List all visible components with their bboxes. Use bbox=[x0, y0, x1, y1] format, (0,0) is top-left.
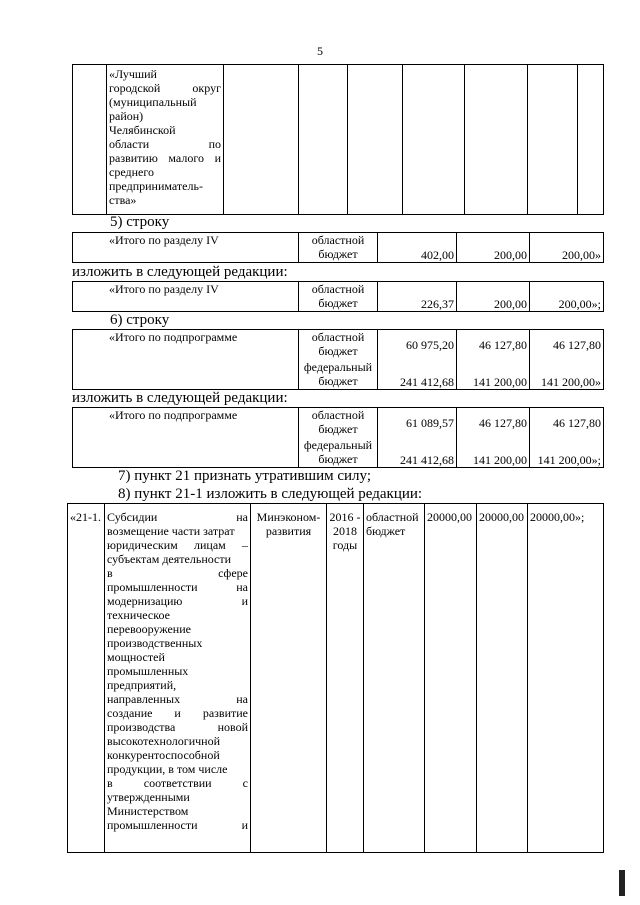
subprogram-total-old bbox=[72, 329, 604, 390]
point-21-1-table bbox=[67, 503, 604, 853]
value-cell: 141 200,00 bbox=[457, 438, 530, 468]
text-line: промышленности и bbox=[107, 818, 248, 832]
source-line: областной bbox=[311, 408, 365, 422]
text-line: ства» bbox=[109, 193, 137, 207]
value-cell: 141 200,00»; bbox=[530, 438, 604, 468]
value-cell: 20000,00 bbox=[477, 504, 528, 853]
period-line: 2018 bbox=[333, 524, 357, 538]
source-line: федеральный bbox=[303, 437, 373, 452]
text-line: в соответствии с bbox=[107, 776, 248, 790]
value-cell: 226,37 bbox=[378, 282, 457, 312]
text-line: район) bbox=[109, 109, 144, 123]
replace-label: изложить в следующей редакции: bbox=[72, 390, 288, 406]
source-line: федеральный bbox=[303, 359, 373, 374]
point-description bbox=[105, 504, 251, 853]
text-line: техническое bbox=[107, 608, 170, 622]
value-cell: 61 089,57 bbox=[378, 408, 457, 438]
text-line: Субсидии на bbox=[107, 510, 248, 524]
text-line: Челябинской bbox=[109, 123, 176, 137]
value-cell: 46 127,80 bbox=[530, 408, 604, 438]
page-number: 5 bbox=[317, 44, 323, 58]
source-line: бюджет bbox=[318, 344, 358, 358]
text-line: производственных bbox=[107, 636, 203, 650]
source-line: бюджет bbox=[318, 296, 358, 310]
item-8-heading: 8) пункт 21-1 изложить в следующей редакции: bbox=[118, 486, 423, 502]
text-line: создание и развитие bbox=[107, 706, 248, 720]
text-line: производства новой bbox=[107, 720, 248, 734]
text-line: городской округ bbox=[109, 81, 221, 95]
subprogram-total-new bbox=[72, 407, 604, 468]
item-7-heading: 7) пункт 21 признать утратившим силу; bbox=[118, 468, 372, 484]
value-cell: 46 127,80 bbox=[457, 408, 530, 438]
text-line: модернизацию и bbox=[107, 594, 248, 608]
text-line: продукции, в том числе bbox=[107, 762, 228, 776]
source-line: областной bbox=[311, 233, 365, 247]
text-line: Министерством bbox=[107, 804, 189, 818]
source-line: бюджет bbox=[318, 422, 358, 436]
value-cell: 46 127,80 bbox=[457, 330, 530, 360]
text-line: в сфере bbox=[107, 566, 248, 580]
text-line: юридическим лицам – bbox=[107, 538, 248, 552]
value-cell: 200,00 bbox=[457, 233, 530, 263]
text-line: «Лучший bbox=[109, 67, 157, 81]
period-line: годы bbox=[332, 538, 358, 552]
text-line: (муниципальный bbox=[109, 95, 197, 109]
source-line: областной bbox=[311, 282, 365, 296]
source-line: бюджет bbox=[318, 373, 358, 388]
value-cell: 200,00»; bbox=[530, 282, 604, 312]
text-line: направленных на bbox=[107, 692, 248, 706]
text-line: утвержденными bbox=[107, 790, 190, 804]
text-line: перевооружение bbox=[107, 622, 191, 636]
value-cell: 200,00 bbox=[457, 282, 530, 312]
source-line: областной bbox=[366, 510, 419, 524]
value-cell: 60 975,20 bbox=[378, 330, 457, 360]
row-name: «Итого по разделу IV bbox=[73, 282, 299, 312]
value-cell: 241 412,68 bbox=[378, 438, 457, 468]
source-line: бюджет bbox=[366, 524, 406, 538]
value-cell: 20000,00»; bbox=[528, 504, 604, 853]
value-cell: 200,00» bbox=[530, 233, 604, 263]
replace-label: изложить в следующей редакции: bbox=[72, 264, 288, 280]
value-cell: 141 200,00 bbox=[457, 360, 530, 390]
text-line: конкурентоспособной bbox=[107, 748, 220, 762]
value-cell: 241 412,68 bbox=[378, 360, 457, 390]
text-line: высокотехнологичной bbox=[107, 734, 221, 748]
text-line: среднего bbox=[109, 165, 154, 179]
scan-edge-mark bbox=[619, 870, 625, 896]
text-line: мощностей bbox=[107, 650, 165, 664]
text-line: области по bbox=[109, 137, 221, 151]
text-line: возмещение части затрат bbox=[107, 524, 235, 538]
program-table-top bbox=[72, 64, 604, 215]
row-name: «Итого по разделу IV bbox=[73, 233, 299, 263]
item-5-heading: 5) строку bbox=[110, 214, 170, 230]
section-iv-total-old bbox=[72, 232, 604, 263]
text-line: развитию малого и bbox=[109, 151, 221, 165]
executor-line: Минэконом- bbox=[256, 510, 321, 524]
period-line: 2016 - bbox=[329, 510, 361, 524]
point-number: «21-1. bbox=[68, 504, 105, 853]
section-iv-total-new bbox=[72, 281, 604, 312]
text-line: промышленных bbox=[107, 664, 189, 678]
row-name: «Итого по подпрограмме bbox=[73, 408, 299, 468]
text-line: предприниматель- bbox=[109, 179, 203, 193]
item-6-heading: 6) строку bbox=[110, 312, 170, 328]
value-cell: 402,00 bbox=[378, 233, 457, 263]
text-line: субъектам деятельности bbox=[107, 552, 232, 566]
value-cell: 141 200,00» bbox=[530, 360, 604, 390]
row-name: «Итого по подпрограмме bbox=[73, 330, 299, 390]
source-line: бюджет bbox=[318, 451, 358, 466]
source-line: бюджет bbox=[318, 247, 358, 261]
value-cell: 46 127,80 bbox=[530, 330, 604, 360]
executor-line: развития bbox=[265, 524, 312, 538]
value-cell: 20000,00 bbox=[425, 504, 477, 853]
text-line: промышленности на bbox=[107, 580, 248, 594]
text-line: предприятий, bbox=[107, 678, 177, 692]
source-line: областной bbox=[311, 330, 365, 344]
